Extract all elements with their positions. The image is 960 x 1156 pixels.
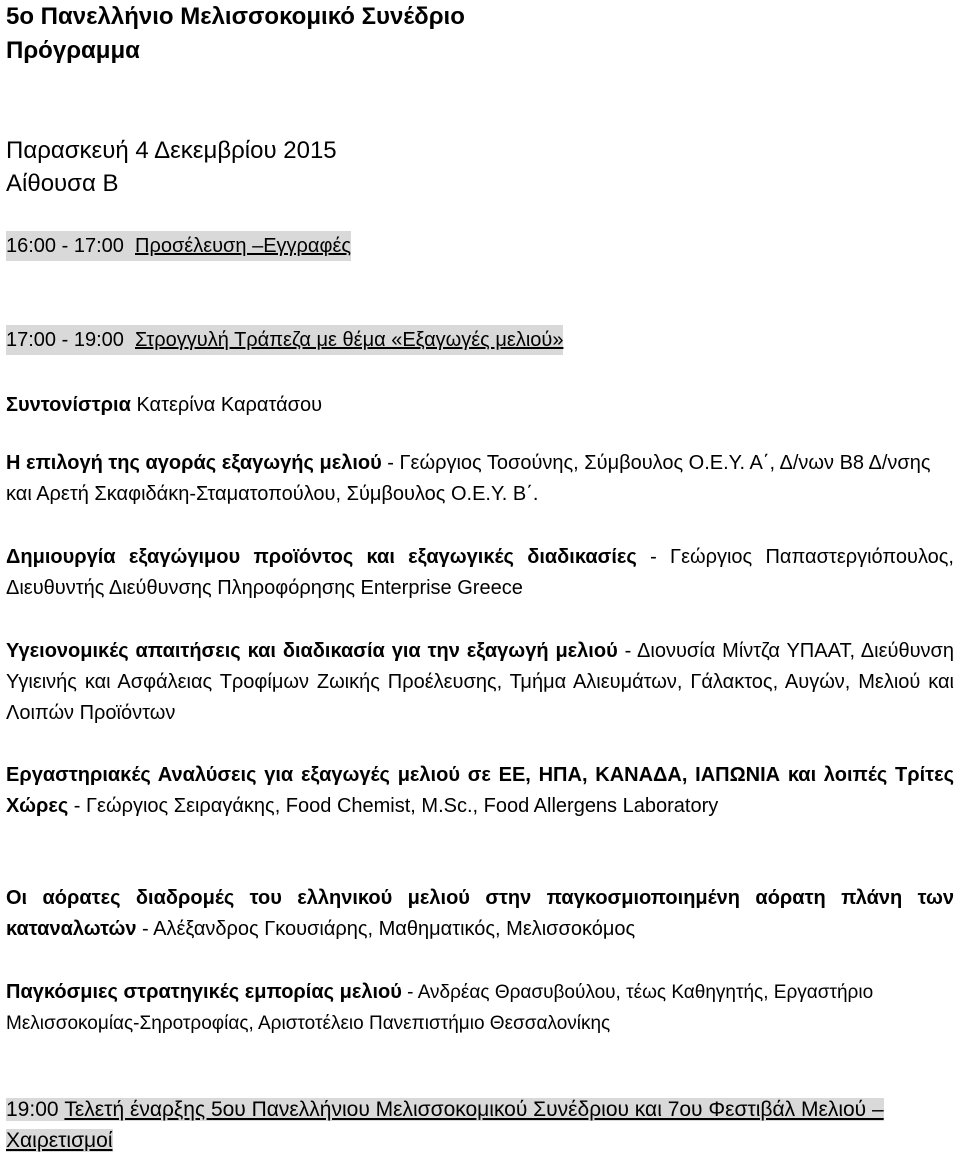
moderator-line (6, 390, 954, 421)
talk-speakers: - Γεώργιος Σειραγάκης, Food Chemist, M.Sc., Food Allergens Laboratory (68, 795, 719, 817)
talk-speakers: - Γεώργιος Παπαστεργιόπουλος, Διευθυντής Διεύθυνσης Πληροφόρησης Enterprise Greece (6, 546, 954, 599)
talk-speakers: - Αλέξανδρος Γκουσιάρης, Μαθηματικός, Μελισσοκόμος (136, 918, 636, 940)
talk-item (6, 977, 954, 1039)
moderator-name: Κατερίνα Καρατάσου (136, 394, 323, 416)
talk-topic: Εργαστηριακές Αναλύσεις για εξαγωγές μελιού σε ΕΕ, ΗΠΑ, ΚΑΝΑΔΑ, ΙΑΠΩΝΙΑ και λοιπές Τρίτες Χώρες (6, 764, 954, 817)
session-room: Αίθουσα Β (6, 170, 119, 197)
session-date: Παρασκευή 4 Δεκεμβρίου 2015 (6, 137, 337, 164)
slot-time: 19:00 (6, 1098, 59, 1121)
slot-title: Προσέλευση –Εγγραφές (135, 235, 352, 257)
slot-time: 17:00 - 19:00 (6, 329, 124, 351)
talk-item (6, 760, 954, 822)
slot-time: 16:00 - 17:00 (6, 235, 124, 257)
talk-item (6, 636, 954, 729)
talk-item (6, 883, 954, 945)
talk-speakers: - Διονυσία Μίντζα ΥΠΑΑΤ, Διεύθυνση Υγιεινής και Ασφάλειας Τροφίμων Ζωικής Προέλευσης, Τμήμα Αλιευμάτων, Γάλακτος, Αυγών, Μελιού και Λοιπών Προϊόντων (6, 640, 954, 724)
talk-item (6, 448, 954, 510)
talk-topic: Οι αόρατες διαδρομές του ελληνικού μελιού στην παγκοσμιοποιημένη αόρατη πλάνη των καταναλωτών (6, 887, 954, 940)
moderator-label: Συντονίστρια (6, 394, 131, 416)
schedule-slot-opening-ceremony (6, 1094, 958, 1156)
talk-topic: Η επιλογή της αγοράς εξαγωγής μελιού (6, 452, 382, 474)
talk-speakers: - Γεώργιος Τοσούνης, Σύμβουλος Ο.Ε.Υ. Α΄, Δ/νων Β8 Δ/νσης και Αρετή Σκαφιδάκη-Σταματοπούλου, Σύμβουλος Ο.Ε.Υ. Β΄. (6, 452, 931, 505)
conference-title: 5ο Πανελλήνιο Μελισσοκομικό Συνέδριο (6, 3, 465, 30)
schedule-slot-registration (6, 231, 351, 261)
talk-topic: Παγκόσμιες στρατηγικές εμπορίας μελιού (6, 981, 402, 1003)
talk-topic: Δημιουργία εξαγώγιμου προϊόντος και εξαγωγικές διαδικασίες (6, 546, 637, 568)
slot-title: Στρογγυλή Τράπεζα με θέμα «Εξαγωγές μελιού» (135, 329, 564, 351)
program-heading: Πρόγραμμα (6, 37, 140, 64)
slot-title: Τελετή έναρξης 5ου Πανελλήνιου Μελισσοκομικού Συνέδριου και 7ου Φεστιβάλ Μελιού –Χαιρετισμοί (6, 1098, 884, 1152)
schedule-slot-round-table (6, 325, 563, 355)
talk-topic: Υγειονομικές απαιτήσεις και διαδικασία για την εξαγωγή μελιού (6, 640, 618, 662)
talk-item (6, 542, 954, 604)
talk-speakers: - Ανδρέας Θρασυβούλου, τέως Καθηγητής, Εργαστήριο Μελισσοκομίας-Σηροτροφίας, Αριστοτέλειο Πανεπιστήμιο Θεσσαλονίκης (6, 982, 874, 1034)
